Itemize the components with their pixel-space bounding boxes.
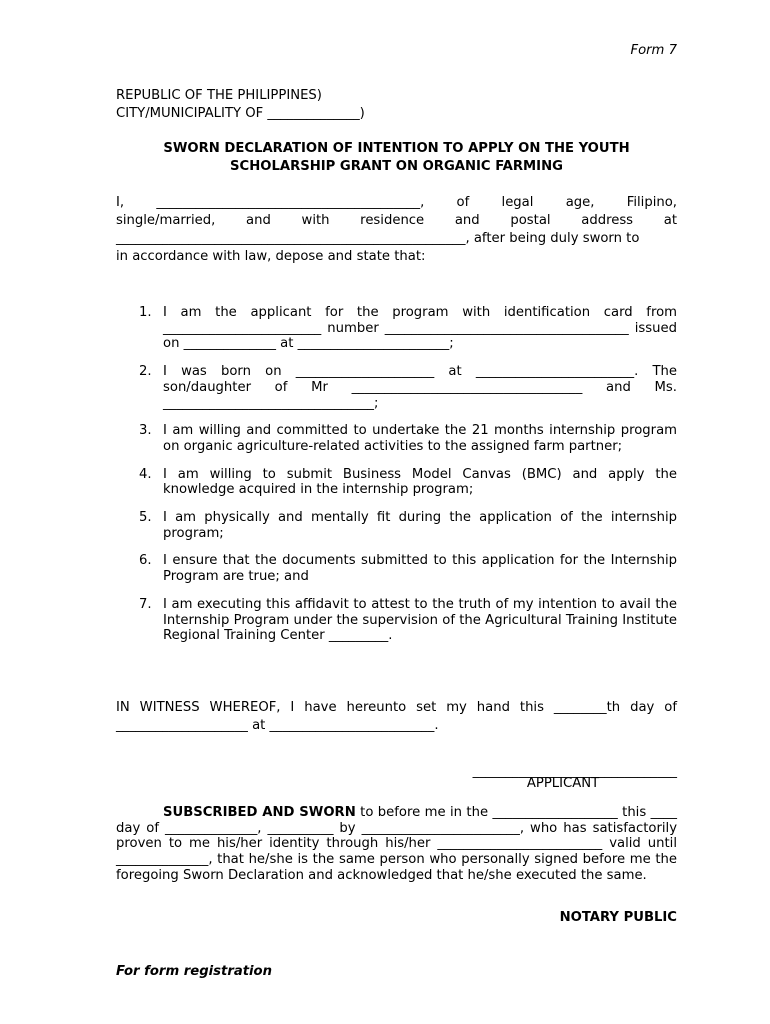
title-line-2: SCHOLARSHIP GRANT ON ORGANIC FARMING — [230, 159, 563, 174]
list-item-text: I am physically and mentally fit during the application of the internship program; — [163, 510, 677, 541]
document-title — [116, 140, 677, 176]
list-item — [116, 467, 677, 498]
notarial-text: to before me in the ___________________ this ____ day of ______________, __________ by ________________________, who has satisfactorily proven to me his/her identity through his/her _________________________ valid until ______________, that he/she is the same person who personally signed before me the foregoing Sworn Declaration and acknowledged that he/she executed the same. — [116, 805, 677, 883]
list-item-text: I am willing and committed to undertake the 21 months internship program on organic agriculture-related activities to the assigned farm partner; — [163, 423, 677, 454]
witness-line-1: IN WITNESS WHEREOF, I have hereunto set my hand this ________th day of — [116, 700, 677, 715]
list-item-number: 1. — [139, 305, 152, 320]
notarial-paragraph — [116, 805, 677, 884]
list-item-text: I am the applicant for the program with identification card from ________________________ number _____________________________________ issued on ______________ at _______________________; — [163, 305, 677, 352]
list-item — [116, 510, 677, 541]
list-item-number: 7. — [139, 596, 152, 612]
list-item-number: 6. — [139, 553, 152, 569]
witness-line-2: ____________________ at _________________________. — [116, 718, 439, 733]
intro-line-4: in accordance with law, depose and state that: — [116, 249, 426, 264]
list-item-number: 2. — [139, 364, 152, 380]
title-line-1: SWORN DECLARATION OF INTENTION TO APPLY ON THE YOUTH — [163, 141, 630, 156]
subscribed-and-sworn-heading: SUBSCRIBED AND SWORN — [163, 805, 356, 820]
applicant-label: APPLICANT — [526, 776, 600, 791]
applicant-signature-line: _______________________________ — [472, 764, 677, 779]
list-item — [116, 364, 677, 411]
list-item-text: I am willing to submit Business Model Canvas (BMC) and apply the knowledge acquired in the internship program; — [163, 466, 677, 498]
intro-line-2: single/married, and with residence and postal address at — [116, 213, 677, 228]
list-item-number: 3. — [139, 423, 152, 439]
list-item-text: I ensure that the documents submitted to this application for the Internship Program are true; and — [163, 553, 677, 585]
list-item — [116, 423, 677, 454]
notary-public-label: NOTARY PUBLIC — [559, 910, 677, 925]
statement-list — [116, 305, 677, 644]
form-number: Form 7 — [630, 43, 677, 58]
intro-line-3: _____________________________________________________, after being duly sworn to — [116, 231, 640, 246]
document-header — [116, 87, 365, 123]
list-item-text: I was born on _____________________ at ________________________. The son/daughter of Mr ___________________________________ and Ms. ________________________________; — [163, 364, 677, 411]
list-item-number: 4. — [139, 466, 152, 482]
footer-note: For form registration — [116, 964, 273, 979]
list-item — [116, 553, 677, 584]
intro-line-1: I, ________________________________________, of legal age, Filipino, — [116, 195, 677, 210]
list-item — [116, 597, 677, 644]
list-item — [116, 305, 677, 352]
intro-paragraph — [116, 194, 677, 266]
list-item-number: 5. — [139, 510, 152, 526]
witness-paragraph — [116, 699, 677, 735]
list-item-text: I am executing this affidavit to attest to the truth of my intention to avail the Internship Program under the supervision of the Agricultural Training Institute Regional Training Center _________. — [163, 596, 677, 644]
header-republic: REPUBLIC OF THE PHILIPPINES) — [116, 88, 322, 103]
header-city-municipality: CITY/MUNICIPALITY OF ______________) — [116, 106, 365, 121]
